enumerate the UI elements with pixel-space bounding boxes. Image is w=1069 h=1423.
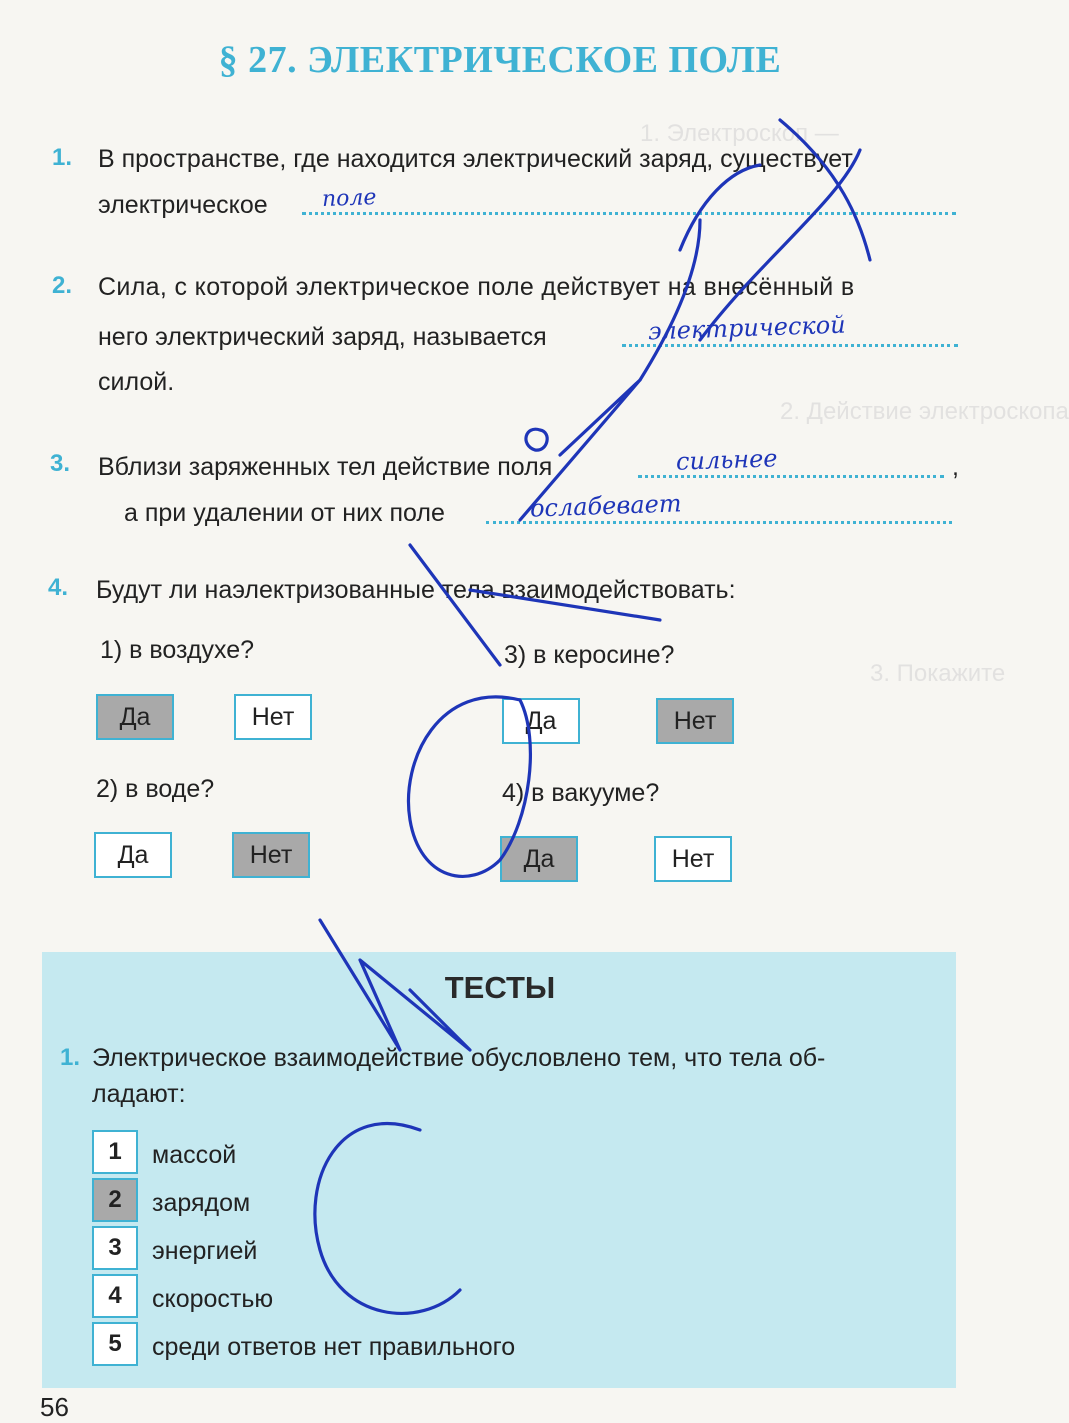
q2-handwritten-answer: электрической: [647, 310, 847, 346]
q4-item1-no-box[interactable]: Нет: [234, 694, 312, 740]
q4-item1-yes-box[interactable]: Да: [96, 694, 174, 740]
q3-handwritten-answer2: ослабевает: [529, 489, 683, 523]
q4-item4-label: 4) в вакууме?: [502, 779, 660, 807]
tests-q1-option5-number[interactable]: 5: [92, 1322, 138, 1366]
tests-q1-option5-text: среди ответов нет правильного: [152, 1333, 516, 1361]
bleed-through-text: 2. Действие электроскопа: [780, 398, 1069, 425]
q3-text-line2: а при удалении от них поле: [124, 499, 445, 527]
q4-number: 4.: [48, 574, 69, 601]
tests-q1-option3-number[interactable]: 3: [92, 1226, 138, 1270]
q4-item4-yes-box[interactable]: Да: [500, 836, 578, 882]
q4-item4-no-box[interactable]: Нет: [654, 836, 732, 882]
tests-q1-line2: ладают:: [92, 1080, 186, 1108]
q1-text-line1: В пространстве, где находится электрический заряд, существует: [98, 145, 853, 173]
q4-item2-label: 2) в воде?: [96, 775, 215, 803]
q2-text-line3: силой.: [98, 368, 175, 396]
q3-handwritten-answer1: сильнее: [675, 444, 778, 476]
q4-item2-yes-box[interactable]: Да: [94, 832, 172, 878]
tests-q1-number: 1.: [60, 1044, 81, 1071]
bleed-through-text: 1. Электроскоп —: [640, 120, 839, 147]
tests-q1-option2-text: зарядом: [152, 1189, 251, 1217]
bleed-through-text: 3. Покажите: [870, 660, 1006, 687]
tests-q1-option3-text: энергией: [152, 1237, 258, 1265]
q1-answer-line[interactable]: [302, 212, 956, 215]
q3-number: 3.: [50, 450, 71, 477]
q3-comma: ,: [952, 453, 959, 481]
q4-item2-no-box[interactable]: Нет: [232, 832, 310, 878]
tests-q1-line1: Электрическое взаимодействие обусловлено тем, что тела об-: [92, 1044, 826, 1072]
tests-q1-option1-number[interactable]: 1: [92, 1130, 138, 1174]
tests-q1-option1-text: массой: [152, 1141, 237, 1169]
page-number: 56: [40, 1392, 69, 1422]
tests-title: ТЕСТЫ: [444, 970, 556, 1005]
q1-handwritten-answer: поле: [321, 185, 377, 212]
tests-section: [42, 952, 956, 1388]
tests-q1-option4-text: скоростью: [152, 1285, 274, 1313]
q4-item1-label: 1) в воздухе?: [100, 636, 255, 664]
tests-q1-option4-number[interactable]: 4: [92, 1274, 138, 1318]
tests-q1-option2-number[interactable]: 2: [92, 1178, 138, 1222]
q4-item3-label: 3) в керосине?: [504, 641, 675, 669]
q1-text-line2: электрическое: [98, 191, 268, 219]
page-title: § 27. ЭЛЕКТРИЧЕСКОЕ ПОЛЕ: [218, 39, 782, 81]
q1-number: 1.: [52, 144, 73, 171]
q4-question: Будут ли наэлектризованные тела взаимодействовать:: [96, 576, 736, 604]
q2-text-line1: Сила, с которой электрическое поле действует на внесённый в: [98, 273, 855, 301]
q2-number: 2.: [52, 272, 73, 299]
q4-item3-no-box[interactable]: Нет: [656, 698, 734, 744]
q3-text-line1: Вблизи заряженных тел действие поля: [98, 453, 553, 481]
q2-text-line2: него электрический заряд, называется: [98, 323, 547, 351]
q4-item3-yes-box[interactable]: Да: [502, 698, 580, 744]
